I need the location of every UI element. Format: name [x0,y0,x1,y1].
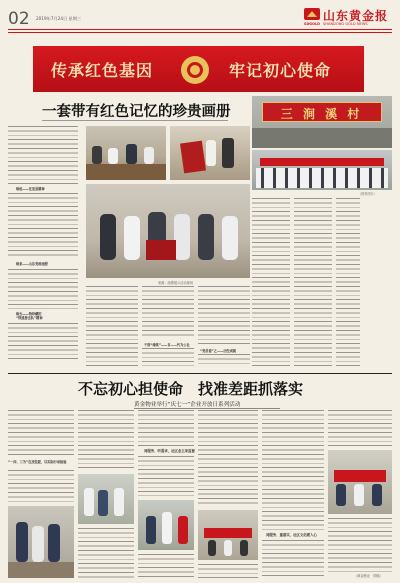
subhead: 缘来——山东党政画册 [16,262,48,267]
article1-column-4 [142,348,194,366]
article3-column-3 [138,410,194,446]
article-party-building [252,96,392,371]
banner-left-text: 传承红色基因 [51,61,154,80]
article3-title: 不忘初心担使命 找准差距抓落实 [78,380,304,398]
article-property-open-day [8,376,392,581]
book-photo [170,126,250,180]
article3-column-6b [328,518,392,572]
subhead: 干部“缘续”——自——代为公社 [144,343,190,347]
gold-logo-icon [304,8,320,20]
photo-caption: 来源：画册展示活动现场 [158,281,194,285]
page-number: 02 [8,9,30,29]
group-photo [86,184,250,278]
community-photo-1 [78,474,134,524]
article3-column-6 [328,410,392,446]
logo-text: SDGOLD [304,22,320,26]
article1-title: 一套带有红色记忆的珍贵画册 [42,104,231,120]
article1-column-2 [86,286,138,366]
article3-column-3b [138,456,194,496]
article2-column-1 [252,198,290,368]
article-red-memory [8,96,252,371]
article3-subtitle: 黄金物业举行“庆七一”企业开放日系列活动 [134,402,241,408]
article3-column-3c [138,554,194,578]
paper-name: 山东黄金报 [323,9,389,23]
article3-column-2b [78,528,134,578]
article3-column-5b [262,540,324,578]
article1-column-3 [142,286,194,336]
article3-column-5 [262,410,324,530]
masthead [0,0,400,44]
subhead: 缘起——往里虽精神 [16,187,45,191]
article1-column-1 [8,126,78,371]
subhead: 同服务、听需求，社区业主来监督 [144,449,195,453]
subhead: 同服务、重落实，社区文化暖人心 [266,533,317,537]
village-sign-text: 三 涧 溪 村 [280,107,363,121]
article3-column-2 [78,410,134,470]
article3-footer: （黄金物业 供稿） [354,574,383,578]
party-emblem-icon [181,56,209,84]
masthead-underline-thin [8,32,392,33]
paper-logo [304,7,394,29]
title-rule [42,120,228,121]
photo-credit: （资料图片） [358,192,378,196]
article3-column-1 [8,410,74,458]
subhead: 缘去——特珍藏的 [16,311,42,316]
paper-subtitle: SHANDONG GOLD NEWS [323,22,368,26]
article1-column-5 [198,286,250,344]
section-divider [8,373,392,374]
meeting-photo [86,126,166,180]
community-photo-2 [138,500,194,550]
community-photo-4 [328,450,392,514]
masthead-underline [8,29,392,30]
issue-date: 2019年7月24日 星期三 [36,16,82,21]
article1-column-6 [198,354,250,366]
subhead: “一问、三为”在找差距，以实际行动检验 [8,460,67,464]
banner-right-text: 牢记初心使命 [229,61,332,80]
subhead: “党员看”之——历经成就 [200,349,237,353]
theme-banner [33,46,364,92]
village-sign [262,102,382,122]
article3-column-4 [198,410,258,506]
subtitle-rule [134,408,280,409]
community-photo-3 [198,510,258,560]
article3-column-4b [198,564,258,578]
village-sign-photo [252,96,392,148]
group-banner-photo [252,150,392,190]
subhead: “铁道游击队”精神 [16,316,43,321]
article2-column-2 [294,198,332,368]
article2-column-3 [336,198,360,368]
article2-title [364,196,390,370]
training-photo [8,506,74,578]
article3-column-1b [8,470,74,502]
